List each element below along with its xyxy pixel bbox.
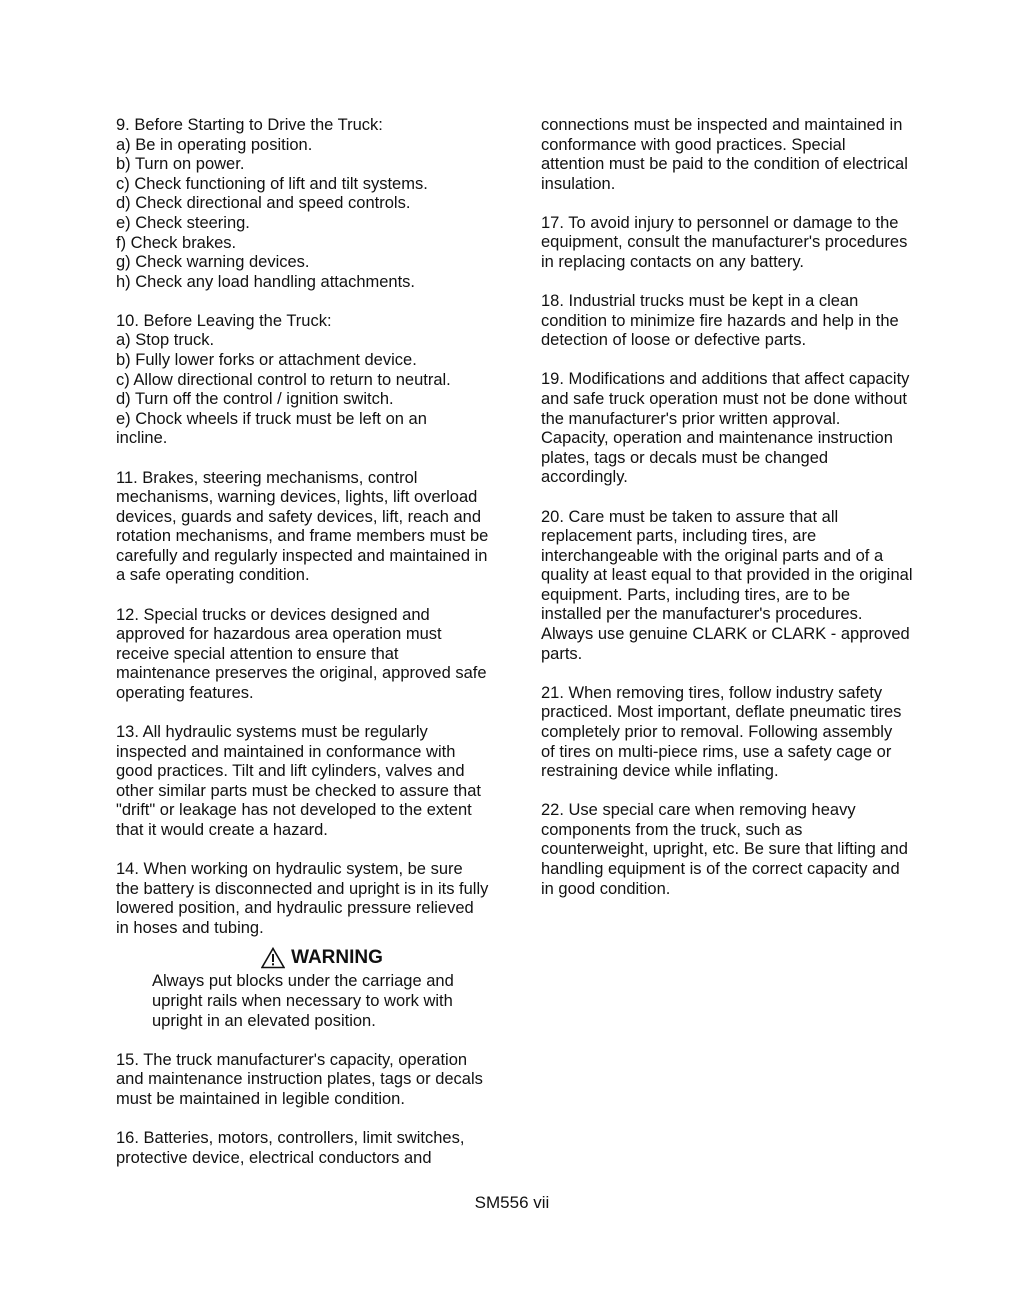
text-line: insulation. (541, 174, 616, 193)
text-line: b) Turn on power. (116, 155, 245, 174)
text-line: e) Chock wheels if truck must be left on an (116, 409, 427, 428)
paragraph (541, 370, 933, 488)
text-line: and maintenance instruction plates, tags or decals (116, 1070, 483, 1089)
text-line: handling equipment is of the correct capacity and (541, 860, 900, 878)
text-line: g) Check warning devices. (116, 253, 310, 272)
warning-line: upright in an elevated position. (152, 1011, 376, 1030)
paragraph (541, 116, 933, 194)
text-line: components from the truck, such as (541, 820, 803, 839)
right-paragraphs (541, 116, 933, 899)
text-line: 10. Before Leaving the Truck: (116, 311, 332, 330)
text-line: 16. Batteries, motors, controllers, limit switches, (116, 1129, 465, 1148)
text-line: equipment, consult the manufacturer's procedures (541, 233, 908, 252)
text-line: detection of loose or defective parts. (541, 331, 807, 350)
paragraph (116, 116, 516, 292)
warning-line: Always put blocks under the carriage and (152, 972, 454, 991)
text-line: operating features. (116, 683, 254, 702)
text-line: in hoses and tubing. (116, 918, 264, 937)
text-line: connections must be inspected and maintained in (541, 116, 903, 134)
text-line: 14. When working on hydraulic system, be sure (116, 860, 463, 879)
warning-title: WARNING (291, 947, 383, 969)
text-line: b) Fully lower forks or attachment device. (116, 351, 417, 370)
paragraph (541, 292, 933, 351)
text-line: attention must be paid to the condition of electrical (541, 155, 908, 174)
text-line: incline. (116, 429, 168, 448)
text-line: devices, guards and safety devices, lift, reach and (116, 507, 482, 526)
paragraph (116, 606, 516, 704)
text-line: lowered position, and hydraulic pressure relieved (116, 899, 474, 918)
text-line: good practices. Tilt and lift cylinders, valves and (116, 762, 465, 781)
text-line: "drift" or leakage has not developed to the extent (116, 801, 472, 820)
text-line: counterweight, upright, etc. Be sure that lifting and (541, 840, 908, 859)
text-line: restraining device while inflating. (541, 762, 779, 781)
text-line: a) Stop truck. (116, 331, 215, 350)
text-line: condition to minimize fire hazards and help in the (541, 311, 899, 330)
warning-triangle-icon (261, 947, 285, 969)
right-column (541, 116, 933, 899)
text-line: f) Check brakes. (116, 233, 237, 252)
text-line: e) Check steering. (116, 213, 250, 232)
text-line: 18. Industrial trucks must be kept in a clean (541, 292, 859, 311)
paragraph (116, 1051, 516, 1110)
warning-text (152, 972, 492, 1031)
text-line: interchangeable with the original parts and of a (541, 546, 884, 565)
text-line: rotation mechanisms, and frame members must be (116, 527, 489, 546)
text-line: Always use genuine CLARK or CLARK - approved (541, 625, 910, 644)
text-line: quality at least equal to that provided in the original (541, 566, 913, 585)
text-line: 22. Use special care when removing heavy (541, 801, 856, 820)
text-line: must be maintained in legible condition. (116, 1089, 405, 1108)
text-line: parts. (541, 644, 583, 663)
text-line: accordingly. (541, 468, 628, 487)
left-column (116, 116, 516, 1168)
paragraph (541, 801, 933, 899)
text-line: d) Turn off the control / ignition switch. (116, 390, 394, 409)
text-line: 12. Special trucks or devices designed and (116, 605, 430, 624)
text-line: approved for hazardous area operation must (116, 625, 442, 644)
text-line: receive special attention to ensure that (116, 644, 399, 663)
text-line: the battery is disconnected and upright is in its fully (116, 879, 489, 898)
text-line: a) Be in operating position. (116, 135, 313, 154)
text-line: of tires on multi-piece rims, use a safety cage or (541, 742, 892, 761)
paragraph (116, 1129, 516, 1168)
text-line: and safe truck operation must not be done without (541, 390, 907, 409)
warning-heading (152, 946, 492, 970)
text-line: other similar parts must be checked to assure that (116, 781, 481, 800)
text-line: 11. Brakes, steering mechanisms, control (116, 468, 418, 487)
text-line: carefully and regularly inspected and maintained in (116, 546, 488, 565)
text-line: conformance with good practices. Special (541, 135, 846, 154)
warning-line: upright rails when necessary to work with (152, 992, 453, 1011)
text-line: mechanisms, warning devices, lights, lift overload (116, 488, 478, 507)
text-line: plates, tags or decals must be changed (541, 448, 829, 467)
paragraph (116, 860, 516, 938)
text-line: d) Check directional and speed controls. (116, 194, 411, 213)
text-line: c) Check functioning of lift and tilt systems. (116, 174, 428, 193)
text-line: in replacing contacts on any battery. (541, 253, 804, 272)
text-line: equipment. Parts, including tires, are to be (541, 585, 851, 604)
warning-box (152, 946, 492, 1031)
text-line: replacement parts, including tires, are (541, 527, 817, 546)
paragraph (116, 312, 516, 449)
left-paragraphs (116, 116, 516, 938)
text-line: a safe operating condition. (116, 566, 310, 585)
text-line: 20. Care must be taken to assure that all (541, 507, 839, 526)
text-line: h) Check any load handling attachments. (116, 272, 416, 291)
text-line: 9. Before Starting to Drive the Truck: (116, 116, 383, 134)
text-line: the manufacturer's prior written approval. (541, 409, 841, 428)
text-line: 17. To avoid injury to personnel or damage to the (541, 213, 899, 232)
left-paragraphs-after (116, 1051, 516, 1168)
text-line: maintenance preserves the original, approved safe (116, 664, 487, 683)
text-line: 15. The truck manufacturer's capacity, operation (116, 1050, 468, 1069)
paragraph (116, 469, 516, 587)
text-line: installed per the manufacturer's procedures. (541, 605, 863, 624)
paragraph (541, 214, 933, 273)
text-line: inspected and maintained in conformance with (116, 742, 456, 761)
text-line: c) Allow directional control to return to neutral. (116, 370, 451, 389)
text-line: Capacity, operation and maintenance instruction (541, 429, 893, 448)
text-line: 21. When removing tires, follow industry safety (541, 683, 883, 702)
text-line: that it would create a hazard. (116, 821, 328, 839)
paragraph (541, 684, 933, 782)
text-line: in good condition. (541, 879, 671, 898)
text-line: 19. Modifications and additions that affect capacity (541, 370, 910, 389)
text-line: 13. All hydraulic systems must be regularly (116, 723, 428, 742)
page-footer: SM556 vii (474, 1193, 550, 1212)
text-line: practiced. Most important, deflate pneumatic tires (541, 703, 902, 722)
text-line: protective device, electrical conductors and (116, 1148, 432, 1167)
paragraph (116, 723, 516, 841)
paragraph (541, 508, 933, 665)
text-line: completely prior to removal. Following assembly (541, 722, 893, 741)
